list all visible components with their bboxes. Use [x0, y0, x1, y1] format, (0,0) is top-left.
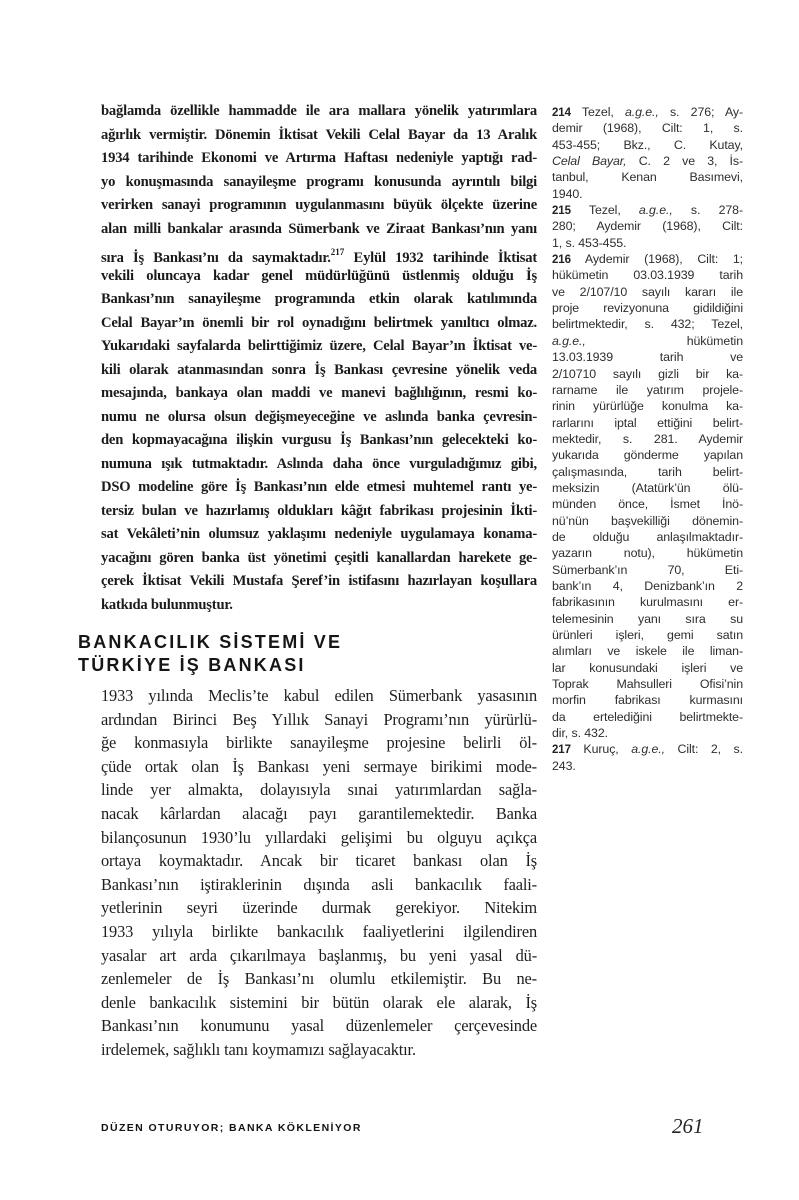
footnote-line: 243. [552, 758, 576, 773]
text-line: den kopmayacağına ilişkin vurgusu İş Bankası’nın gelecekteki ko- [101, 432, 537, 448]
footnote-line: münden önce, İsmet İnö- [552, 497, 743, 512]
footnote-line: tanbul, Kenan Basımevi, [552, 170, 743, 185]
text-line: yo konuşmasında sanayileşme programı konusunda ayrıntılı bilgi [101, 173, 537, 190]
text-line: numuna ışık tutmaktadır. Aslında daha önce vurguladığımız gibi, [101, 455, 537, 472]
footnote-line: nü’nün başvekilliği dönemin- [552, 513, 743, 528]
text-line: alan milli bankalar arasında Sümerbank ve Ziraat Bankası’nın yanı [101, 220, 537, 237]
text-line: vekili oluncaya kadar genel müdürlüğünü üstlenmiş olduğu İş [101, 267, 537, 284]
footnote-line: lar konusundaki işleri ve [552, 660, 743, 675]
footnote-line: fabrikasının kurulmasını er- [552, 595, 743, 610]
section-heading [78, 631, 537, 676]
footnote-line: 13.03.1939 tarih ve [552, 350, 743, 365]
section-heading-line2: TÜRKİYE İŞ BANKASI [78, 654, 306, 675]
footnote-marker: 214 [552, 107, 571, 119]
footnote-line: Celal Bayar, C. 2 ve 3, İs- [552, 154, 743, 169]
text-line: bilançosunun 1930’lu yıllardaki gelişimi bu olguyu açıkça [101, 827, 537, 847]
footnote-line: belirtmektedir, s. 432; Tezel, [552, 317, 743, 332]
text-line: tersiz bulan ve hazırlamış oldukları kâğıt fabrikası projesinin İkti- [101, 502, 537, 519]
text-line: çüde ortak olan İş Bankası yeni sermaye birikimi mode- [101, 756, 537, 776]
footnote-line: rinin yürürlüğe konulma ka- [552, 399, 743, 414]
footnote-line: meksizin (Atatürk’ün ölü- [552, 480, 743, 495]
body-paragraph [101, 684, 537, 1062]
footnote-line: demir (1968), Cilt: 1, s. [552, 121, 743, 136]
text-line: yasalar art arda çıkarılmaya başlanmış, bu yeni yasal dü- [101, 945, 537, 965]
text-line: yacağını gören banka üst yönetimi çeşitli kanallardan harekete ge- [101, 549, 537, 566]
text-line: Bankası’nın sanayileşme programında etkin olarak katılımında [101, 291, 537, 307]
footnote-215 [552, 202, 743, 251]
text-line: numu ne olursa olsun değişmeyeceğine ve aslında banka çevresin- [101, 408, 537, 425]
footnote-line: 215 Tezel, a.g.e., s. 278- [552, 203, 743, 218]
footnote-line: ürünleri işleri, gemi satın [552, 628, 743, 642]
text-line: linde yer almakta, dolayısıyla sınai yatırımlardan sağla- [101, 780, 537, 800]
text-line: ardından Birinci Beş Yıllık Sanayi Programı’nın yürürlü- [101, 709, 537, 729]
main-text-column [78, 100, 537, 1062]
text-line: çerek İktisat Vekili Mustafa Şeref’in istifasını hazırlayan koşullara [101, 573, 537, 589]
text-line: ğe konmasıyla birlikte sanayileşme projesine belirli öl- [101, 733, 537, 753]
footnote-line: 453-455; Bkz., C. Kutay, [552, 137, 743, 152]
footnote-line: yukarıda gönderme yapılan [552, 448, 743, 463]
footnote-line: 214 Tezel, a.g.e., s. 276; Ay- [552, 105, 743, 119]
text-line: mesajında, bankaya olan maddi ve manevi bağlılığının, resmi ko- [101, 385, 537, 401]
page-number: 261 [672, 1114, 704, 1138]
text-line: kili olarak atanmasından sonra İş Bankası çevresine yönelik veda [101, 361, 537, 378]
text-line: bağlamda özellikle hammadde ile ara mallara yönelik yatırımlara [101, 103, 537, 119]
footnote-marker: 215 [552, 205, 571, 218]
footnotes-column [552, 104, 743, 774]
text-line: nacak kârlardan alacağı payı garantilemektedir. Banka [101, 803, 537, 823]
footnote-line: 1940. [552, 186, 583, 201]
footnote-line: 217 Kuruç, a.g.e., Cilt: 2, s. [552, 742, 743, 757]
text-line: Yukarıdaki sayfalarda belirttiğimiz üzere, Celal Bayar’ın İktisat ve- [101, 338, 537, 354]
text-line: Bankası’nın konumunu yasal düzenlemeler çerçevesinde [101, 1016, 537, 1036]
footnote-line: mektedir, s. 281. Aydemir [552, 431, 743, 446]
footnote-line: Toprak Mahsulleri Ofisi’nin [552, 677, 743, 692]
text-line: katkıda bulunmuştur. [101, 596, 233, 613]
text-line: sıra İş Bankası’nı da saymaktadır.$^{217}$ Eylül 1932 tarihinde İktisat [101, 247, 537, 265]
footnote-line: 2/10710 sayılı gizli bir ka- [552, 366, 743, 381]
footnote-line: telemesinin yanı sıra su [552, 611, 743, 626]
text-line: Celal Bayar’ın önemli bir rol oynadığını belirtmek yanıltıcı olmaz. [101, 314, 537, 331]
text-line: ağırlık vermiştir. Dönemin İktisat Vekili Celal Bayar da 13 Aralık [101, 126, 537, 143]
text-line: 1933 yılında Meclis’te kabul edilen Sümerbank yasasının [101, 686, 537, 705]
text-line: irdelemek, sağlıklı tanı koymamızı sağlayacaktır. [101, 1039, 416, 1059]
footnote-line: de olduğu anlaşılmaktadır- [552, 529, 743, 544]
running-footer-title: DÜZEN OTURUYOR; BANKA KÖKLENİYOR [101, 1122, 362, 1134]
text-line: verirken sanayi programının uygulanmasını büyük ölçekte üzerine [101, 197, 537, 213]
footnote-line: çalışmasında, tarih belirt- [552, 464, 743, 479]
text-line: 1933 yılıyla birlikte bankacılık faaliyetlerini ilgilendiren [101, 921, 537, 941]
text-line: ortaya koymaktadır. Ancak bir ticaret bankası olan İş [101, 851, 537, 871]
footnote-line: rarlarını iptal ettiğini belirt- [552, 415, 743, 430]
footnote-line: rarname ile yatırım projele- [552, 382, 743, 397]
footnote-line: 216 Aydemir (1968), Cilt: 1; [552, 252, 743, 267]
body-paragraph-continued [101, 100, 537, 617]
text-line: 1934 tarihinde Ekonomi ve Artırma Haftası nedeniyle yaptığı rad- [101, 150, 537, 166]
section-heading-line1: BANKACILIK SİSTEMİ VE [78, 632, 343, 652]
footnote-line: da ertelediğini belirtmekte- [552, 709, 743, 724]
footnote-line: ve 2/107/10 sayılı kararı ile [552, 284, 743, 299]
footnote-line: a.g.e., hükümetin [552, 333, 743, 348]
footnote-214 [552, 104, 743, 202]
text-line: Bankası’nın iştiraklerinin dışında asli bankacılık faali- [101, 874, 537, 894]
footnote-217 [552, 741, 743, 774]
footnote-marker: 216 [552, 254, 571, 267]
footnote-line: proje revizyonuna gidildiğini [552, 301, 743, 316]
text-line: yetlerinin seyri üzerinde durmak gerekiyor. Nitekim [101, 898, 537, 918]
footnote-marker: 217 [552, 744, 571, 757]
footnote-line: dir, s. 432. [552, 726, 608, 741]
text-line: sat Vekâleti’nin olumsuz yaklaşımı nedeniyle uygulamaya konama- [101, 526, 537, 542]
text-line: zenlemeler de İş Bankası’nı olumlu etkilemiştir. Bu ne- [101, 969, 537, 989]
footnote-line: alımları ve iskele ile liman- [552, 644, 743, 659]
footnote-line: hükümetin 03.03.1939 tarih [552, 268, 743, 283]
footnote-line: yazarın notu), hükümetin [552, 546, 743, 561]
text-line: DSO modeline göre İş Bankası’nın elde etmesi muhtemel rantı ye- [101, 479, 537, 495]
footnote-line: Sümerbank’ın 70, Eti- [552, 562, 743, 577]
footnote-line: 1, s. 453-455. [552, 235, 627, 250]
footnote-line: morfin fabrikası kurmasını [552, 693, 743, 708]
text-line: denle bankacılık sistemini bir bütün olarak ele alarak, İş [101, 992, 537, 1012]
footnote-line: 280; Aydemir (1968), Cilt: [552, 219, 743, 234]
footnote-line: bank’ın 4, Denizbank’ın 2 [552, 578, 743, 593]
footnote-216 [552, 251, 743, 741]
